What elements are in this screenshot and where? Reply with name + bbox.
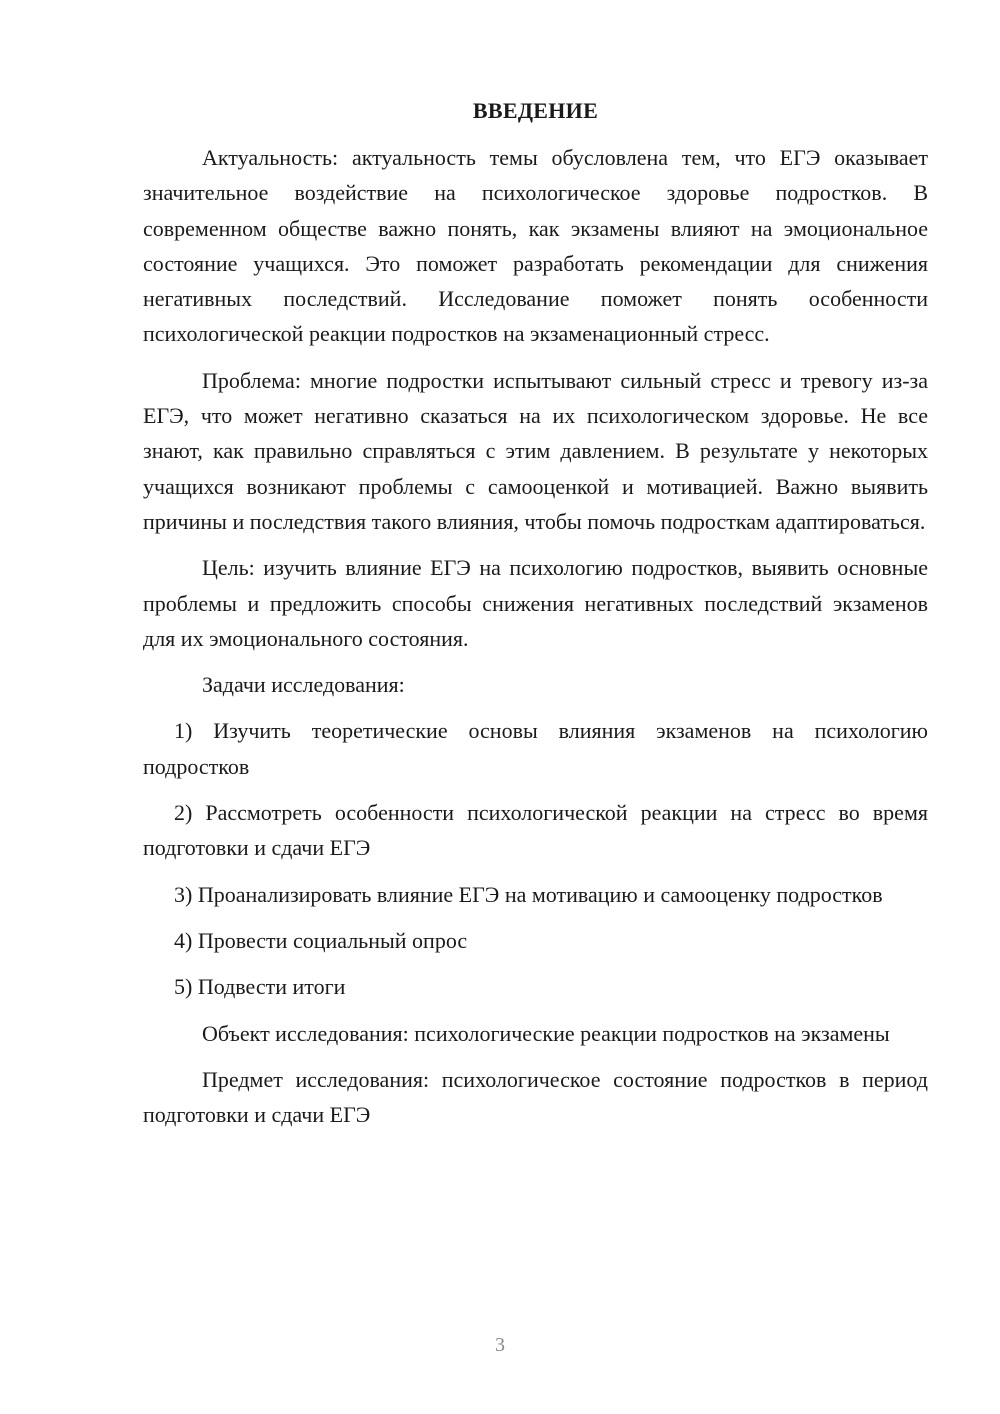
- goal-paragraph: Цель: изучить влияние ЕГЭ на психологию подростков, выявить основные проблемы и предложить способы снижения негативных последствий экзаменов для их эмоционального состояния.: [143, 555, 928, 651]
- task-item-4: 4) Провести социальный опрос: [174, 927, 468, 953]
- page-number: 3: [495, 1334, 505, 1356]
- task-item-1: 1) Изучить теоретические основы влияния экзаменов на психологию подростков: [143, 718, 928, 779]
- subject-paragraph: Предмет исследования: психологическое состояние подростков в период подготовки и сдачи ЕГЭ: [143, 1066, 928, 1128]
- task-item-2: 2) Рассмотреть особенности психологической реакции на стресс во время подготовки и сдачи ЕГЭ: [143, 800, 928, 861]
- tasks-heading: Задачи исследования:: [202, 672, 405, 698]
- object-paragraph: Объект исследования: психологические реакции подростков на экзамены: [202, 1020, 890, 1046]
- document-page: [143, 94, 928, 1143]
- page-title: ВВЕДЕНИЕ: [472, 98, 599, 123]
- task-item-5: 5) Подвести итоги: [174, 974, 346, 1000]
- relevance-paragraph: Актуальность: актуальность темы обусловлена тем, что ЕГЭ оказывает значительное воздействие на психологическое здоровье подростков. В современном обществе важно понять, как экзамены влияют на эмоциональное состояние учащихся. Это поможет разработать рекомендации для снижения негативных последствий. Исследование поможет понять особенности психологической реакции подростков на экзаменационный стресс.: [143, 145, 928, 347]
- task-item-3: 3) Проанализировать влияние ЕГЭ на мотивацию и самооценку подростков: [174, 881, 883, 907]
- problem-paragraph: Проблема: многие подростки испытывают сильный стресс и тревогу из-за ЕГЭ, что может негативно сказаться на их психологическом здоровье. Не все знают, как правильно справляться с этим давлением. В результате у некоторых учащихся возникают проблемы с самооценкой и мотивацией. Важно выявить причины и последствия такого влияния, чтобы помочь подросткам адаптироваться.: [143, 367, 928, 534]
